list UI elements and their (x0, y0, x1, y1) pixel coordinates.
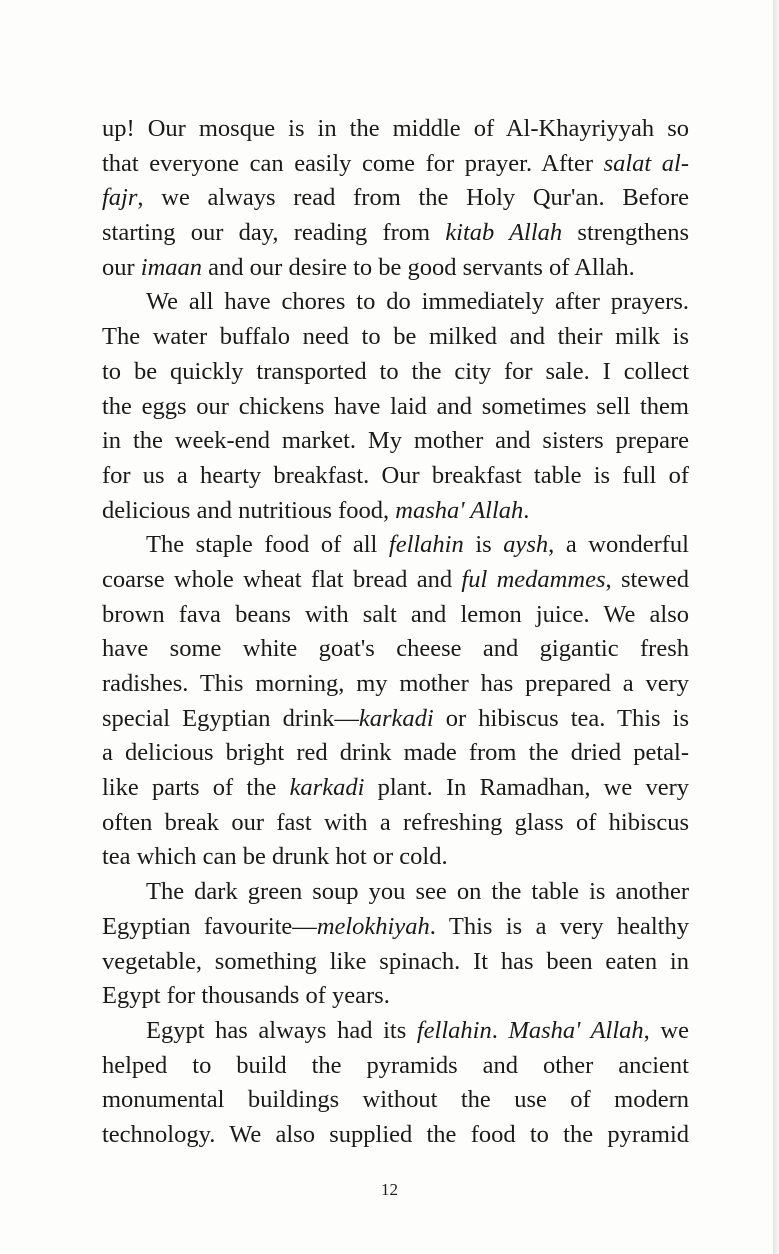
italic-term: kitab Allah (445, 219, 563, 247)
text-span: plant. In Ramadhan, we very (364, 774, 689, 802)
text-span: or hibiscus tea. This is (433, 704, 689, 732)
text-span: in the week-end market. My mother and sisters prepare (102, 427, 689, 455)
text-span: , a wonderful (548, 531, 689, 559)
text-span: coarse whole wheat flat bread and (102, 565, 462, 593)
italic-term: karkadi (358, 704, 434, 732)
italic-term: ful medammes (461, 565, 606, 593)
text-line (102, 667, 689, 702)
text-span: to be quickly transported to the city for sale. I collect (102, 357, 689, 385)
text-span: the eggs our chickens have laid and sometimes sell them (102, 392, 689, 420)
text-span: vegetable, something like spinach. It has been eaten in (102, 947, 689, 975)
text-span: helped to build the pyramids and other ancient (102, 1051, 689, 1079)
page-edge-shadow (773, 0, 779, 1254)
text-span: strengthens (562, 219, 689, 247)
text-line (102, 979, 689, 1014)
text-line (102, 1118, 689, 1153)
text-span: for us a hearty breakfast. Our breakfast table is full of (102, 461, 689, 489)
text-span: technology. We also supplied the food to the pyramid (102, 1120, 689, 1148)
text-span: We all have chores to do immediately after prayers. (146, 288, 689, 316)
text-span: The water buffalo need to be milked and their milk is (102, 323, 689, 351)
text-span: special Egyptian drink— (102, 704, 359, 732)
text-span: often break our fast with a refreshing glass of hibiscus (102, 808, 689, 836)
text-span: The staple food of all (146, 531, 389, 559)
text-span: brown fava beans with salt and lemon juice. We also (102, 600, 689, 628)
text-span: a delicious bright red drink made from the dried petal- (102, 739, 689, 767)
text-line (102, 181, 689, 216)
text-span: have some white goat's cheese and gigantic fresh (102, 635, 689, 663)
text-span: Egypt has always had its (146, 1016, 417, 1044)
text-line (102, 771, 689, 806)
text-line (102, 1049, 689, 1084)
text-span: Egypt for thousands of years. (102, 982, 390, 1010)
italic-term: fajr (102, 184, 138, 212)
italic-term: masha' Allah (395, 496, 524, 524)
italic-term: imaan (140, 253, 203, 281)
text-span: and our desire to be good servants of Allah. (202, 253, 635, 281)
text-line (102, 251, 689, 286)
text-line (102, 563, 689, 598)
text-span: starting our day, reading from (102, 219, 446, 247)
text-line (102, 910, 689, 945)
italic-term: karkadi (289, 774, 365, 802)
text-span: that everyone can easily come for prayer. After (102, 149, 604, 177)
text-line (102, 702, 689, 737)
page-number: 12 (381, 1180, 398, 1199)
italic-term: fellahin (416, 1016, 492, 1044)
text-line (102, 632, 689, 667)
text-line (102, 459, 689, 494)
text-span: monumental buildings without the use of modern (102, 1086, 689, 1114)
text-span: our (102, 253, 141, 281)
text-span: . (491, 1016, 509, 1044)
text-line (102, 1083, 689, 1118)
text-line (102, 806, 689, 841)
text-span: tea which can be drunk hot or cold. (102, 843, 448, 871)
text-span: up! Our mosque is in the middle of Al-Khayriyyah so (102, 115, 689, 142)
text-span: The dark green soup you see on the table is another (146, 878, 689, 906)
text-span: is (463, 531, 504, 559)
text-line (102, 1014, 689, 1049)
text-span: , we (643, 1016, 689, 1044)
text-line (102, 216, 689, 251)
text-line (102, 320, 689, 355)
text-span: , stewed (605, 565, 689, 593)
text-line (102, 736, 689, 771)
italic-term: fellahin (388, 531, 464, 559)
text-line (102, 494, 689, 529)
text-span: Egyptian favourite— (102, 912, 317, 940)
text-line (102, 355, 689, 390)
text-line (102, 945, 689, 980)
italic-term: salat al- (603, 149, 689, 177)
italic-term: Masha' Allah (508, 1016, 644, 1044)
text-line (102, 528, 689, 563)
text-line (102, 285, 689, 320)
text-span: delicious and nutritious food, (102, 496, 396, 524)
italic-term: melokhiyah (316, 912, 430, 940)
text-span: . (523, 496, 530, 524)
body-text (102, 112, 689, 1153)
text-line (102, 840, 689, 875)
text-line (102, 390, 689, 425)
text-line (102, 112, 689, 147)
text-line (102, 147, 689, 182)
text-span: like parts of the (102, 774, 290, 802)
italic-term: aysh (503, 531, 549, 559)
text-line (102, 598, 689, 633)
text-span: . This is a very healthy (429, 912, 689, 940)
text-span: radishes. This morning, my mother has prepared a very (102, 670, 689, 697)
text-line (102, 875, 689, 910)
text-line (102, 424, 689, 459)
text-span: , we always read from the Holy Qur'an. Before (137, 184, 689, 212)
